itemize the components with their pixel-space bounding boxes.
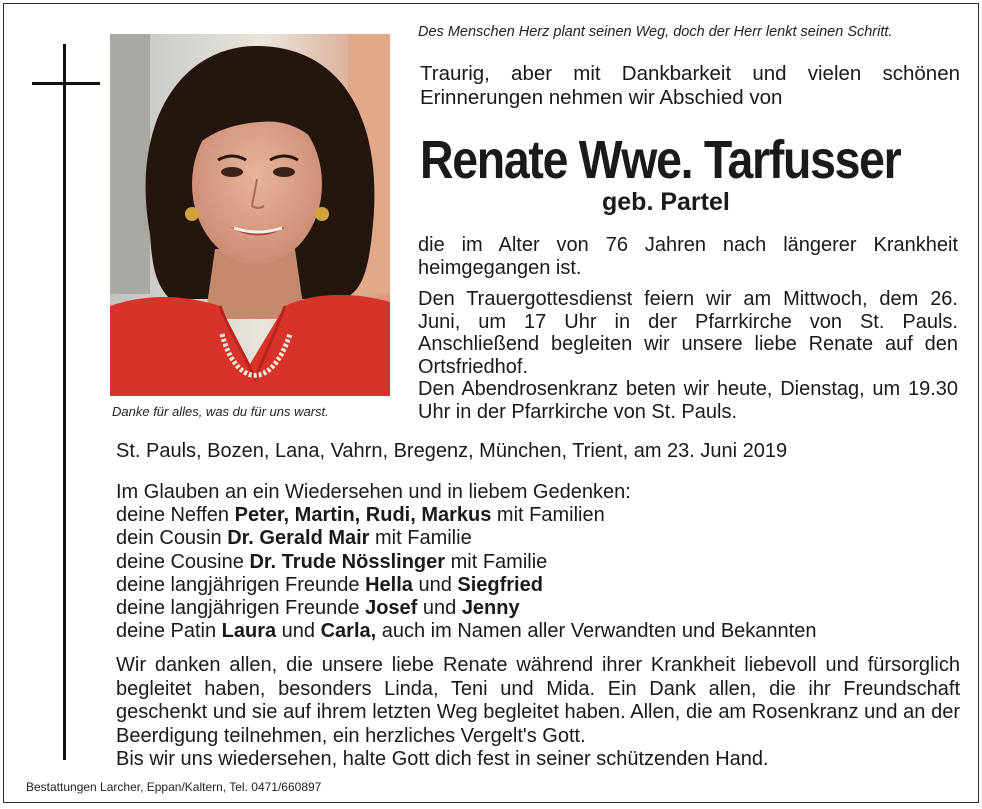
obituary-notice xyxy=(3,3,979,803)
closing-blessing: Bis wir uns wiedersehen, halte Gott dich fest in seiner schützenden Hand. xyxy=(116,748,769,770)
mourner-text: auch im Namen aller Verwandten und Bekannten xyxy=(376,620,817,643)
mourner-text: mit Familien xyxy=(491,504,605,527)
mourner-name: Hella xyxy=(365,573,413,596)
deceased-name: Renate Wwe. Tarfusser xyxy=(420,130,901,190)
portrait-photo xyxy=(110,34,390,396)
mourner-lines xyxy=(116,504,816,643)
service-paragraph: Den Trauergottesdienst feiern wir am Mittwoch, dem 26. Juni, um 17 Uhr in der Pfarrkirche von St. Pauls. Anschließend begleiten wir unsere liebe Renate auf den Ortsfriedhof. xyxy=(418,288,958,378)
photo-caption: Danke für alles, was du für uns warst. xyxy=(112,404,329,419)
maiden-name: geb. Partel xyxy=(602,188,730,216)
mourner-relation: dein Cousin xyxy=(116,527,228,550)
mourner-name: Carla, xyxy=(320,620,377,643)
mourner-text: mit Familie xyxy=(369,527,472,550)
funeral-home-footer: Bestattungen Larcher, Eppan/Kaltern, Tel. 0471/660897 xyxy=(26,780,322,794)
mourner-relation: deine langjährigen Freunde xyxy=(116,597,366,620)
mourner-relation: deine Cousine xyxy=(116,550,250,573)
motto-quote: Des Menschen Herz plant seinen Weg, doch der Herr lenkt seinen Schritt. xyxy=(418,24,893,40)
mourner-name: Josef xyxy=(365,597,418,620)
mourners-list xyxy=(116,481,816,643)
intro-text: Traurig, aber mit Dankbarkeit und vielen schönen Erinnerungen nehmen wir Abschied von xyxy=(420,62,960,109)
mourner-relation: deine Neffen xyxy=(116,504,235,527)
places-date: St. Pauls, Bozen, Lana, Vahrn, Bregenz, München, Trient, am 23. Juni 2019 xyxy=(116,440,788,462)
mourner-name: Siegfried xyxy=(457,573,543,596)
mourner-line xyxy=(116,527,816,550)
mourner-relation: deine Patin xyxy=(116,620,222,643)
mourner-text: mit Familie xyxy=(445,550,548,573)
mourner-name: Dr. Trude Nösslinger xyxy=(249,550,446,573)
mourner-relation: deine langjährigen Freunde xyxy=(116,573,366,596)
mourner-line xyxy=(116,597,816,620)
mourner-name: Laura xyxy=(221,620,277,643)
age-paragraph: die im Alter von 76 Jahren nach längerer Krankheit heimgegangen ist. xyxy=(418,234,958,279)
mourner-text: und xyxy=(417,597,462,620)
mourner-name: Dr. Gerald Mair xyxy=(227,527,370,550)
mourner-text: und xyxy=(276,620,321,643)
cross-icon xyxy=(63,44,66,760)
mourner-line xyxy=(116,551,816,574)
mourner-text: und xyxy=(412,573,458,596)
mourner-line xyxy=(116,574,816,597)
mourner-line xyxy=(116,504,816,527)
cross-icon-bar xyxy=(32,82,100,85)
mourner-name: Peter, Martin, Rudi, Markus xyxy=(234,504,492,527)
mourner-name: Jenny xyxy=(461,597,520,620)
rosary-paragraph: Den Abendrosenkranz beten wir heute, Dienstag, um 19.30 Uhr in der Pfarrkirche von St. Pauls. xyxy=(418,378,958,423)
mourners-intro: Im Glauben an ein Wiedersehen und in liebem Gedenken: xyxy=(116,481,631,503)
mourner-line xyxy=(116,620,816,643)
thanks-paragraph: Wir danken allen, die unsere liebe Renate während ihrer Krankheit liebevoll und fürsorglich begleitet haben, besonders Linda, Teni und Mida. Ein Dank allen, die ihr Freundschaft geschenkt und sie auf ihrem letzten Weg begleitet haben. Allen, die am Rosenkranz und an der Beerdigung teilnehmen, ein herzliches Vergelt's Gott. xyxy=(116,654,960,747)
